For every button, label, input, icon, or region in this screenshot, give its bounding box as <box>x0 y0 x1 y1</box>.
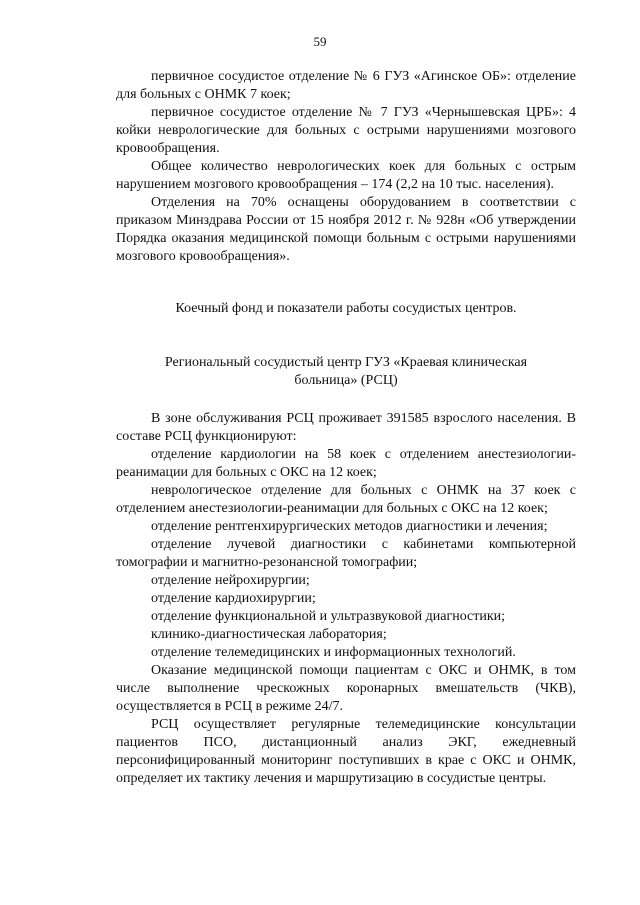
paragraph: Оказание медицинской помощи пациентам с ОКС и ОНМК, в том числе выполнение чрескожных коронарных вмешательств (ЧКВ), осуществляется в РСЦ в режиме 24/7. <box>116 663 576 714</box>
list-item: отделение функциональной и ультразвуковой диагностики; <box>151 609 506 624</box>
paragraph: первичное сосудистое отделение № 6 ГУЗ «Агинское ОБ»: отделение для больных с ОНМК 7 коек; <box>116 69 576 102</box>
paragraph: Общее количество неврологических коек для больных с острым нарушением мозгового кровообращения – 174 (2,2 на 10 тыс. населения). <box>116 159 576 192</box>
list-item: отделение кардиохирургии; <box>151 591 316 606</box>
subsection-heading: Региональный сосудистый центр ГУЗ «Краевая клиническая больница» (РСЦ) <box>164 355 528 388</box>
list-item: клинико-диагностическая лаборатория; <box>151 627 387 642</box>
list-item: отделение лучевой диагностики с кабинетами компьютерной томографии и магнитно-резонансной томографии; <box>116 537 576 570</box>
list-item: отделение телемедицинских и информационных технологий. <box>151 645 516 660</box>
list-item: отделение кардиологии на 58 коек с отделением анестезиологии-реанимации для больных с ОКС на 12 коек; <box>116 447 576 480</box>
list-item: отделение рентгенхирургических методов диагностики и лечения; <box>151 519 548 534</box>
list-item: отделение нейрохирургии; <box>151 573 310 588</box>
paragraph: Отделения на 70% оснащены оборудованием в соответствии с приказом Минздрава России от 15 ноября 2012 г. № 928н «Об утверждении Порядка оказания медицинской помощи больным с острыми нарушениями мозгового кровообращения». <box>116 195 576 264</box>
page-content <box>116 68 576 788</box>
paragraph: РСЦ осуществляет регулярные телемедицинские консультации пациентов ПСО, дистанционный анализ ЭКГ, ежедневный персонифицированный мониторинг поступивших в крае с ОКС и ОНМК, определяет их тактику лечения и маршрутизацию в сосудистые центры. <box>116 717 576 786</box>
section-heading: Коечный фонд и показатели работы сосудистых центров. <box>175 301 517 316</box>
paragraph: первичное сосудистое отделение № 7 ГУЗ «Чернышевская ЦРБ»: 4 койки неврологические для больных с острыми нарушениями мозгового кровообращения. <box>116 105 576 156</box>
list-item: неврологическое отделение для больных с ОНМК на 37 коек с отделением анестезиологии-реанимации для больных с ОКС на 12 коек; <box>116 483 576 516</box>
page-number: 59 <box>313 34 327 49</box>
paragraph: В зоне обслуживания РСЦ проживает 391585 взрослого населения. В составе РСЦ функционируют: <box>116 411 576 444</box>
